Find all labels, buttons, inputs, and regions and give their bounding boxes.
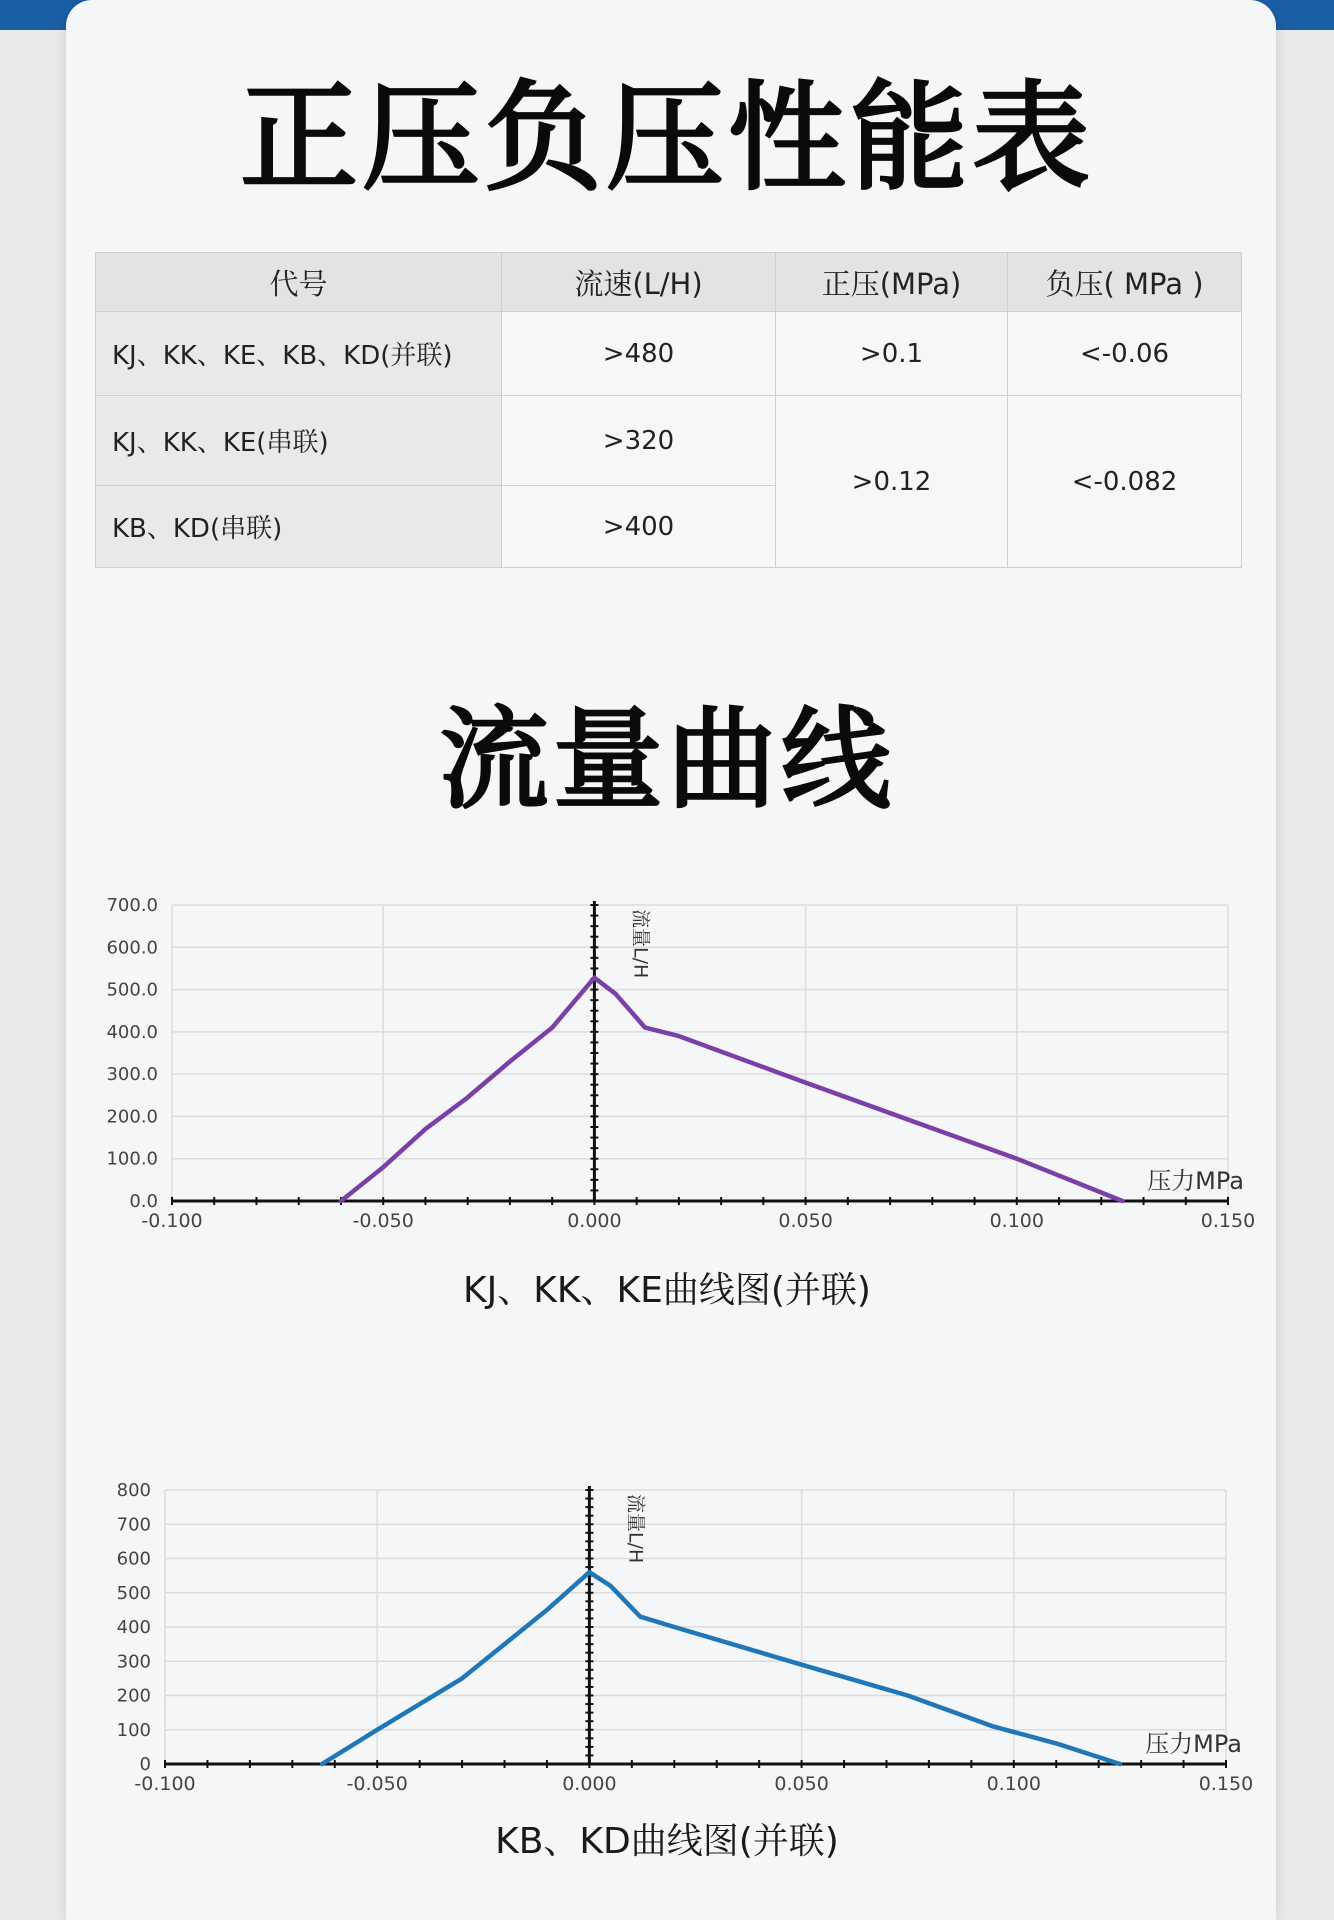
cell-code: KJ、KK、KE(串联): [96, 396, 502, 486]
cell-flow: >400: [502, 486, 776, 568]
x-tick-label: -0.100: [141, 1210, 203, 1232]
cell-positive: >0.12: [776, 396, 1008, 568]
cell-code: KB、KD(串联): [96, 486, 502, 568]
chart1-caption: KJ、KK、KE曲线图(并联): [463, 1270, 871, 1311]
table-row: [96, 312, 1242, 396]
y-tick-label: 200.0: [106, 1106, 158, 1128]
chart2-caption: KB、KD曲线图(并联): [495, 1821, 839, 1862]
flow-chart-kj-kk-ke: [0, 890, 1334, 1240]
flow-chart-kb-kd: [0, 1470, 1334, 1800]
y-tick-label: 0: [139, 1754, 151, 1775]
y-tick-label: 300.0: [106, 1064, 158, 1086]
y-axis-label: 流量L/H: [624, 1494, 647, 1564]
performance-table: [95, 252, 1242, 568]
header-negative: 负压( MPa ): [1008, 253, 1242, 312]
x-tick-label: 0.150: [1200, 1210, 1256, 1232]
y-tick-label: 100.0: [106, 1148, 158, 1170]
table-header-row: [96, 253, 1242, 312]
x-tick-label: 0.100: [989, 1210, 1045, 1232]
section-title: 流量曲线: [439, 696, 895, 824]
x-tick-label: 0.100: [986, 1773, 1042, 1795]
x-tick-label: -0.050: [346, 1773, 408, 1795]
y-tick-label: 500: [116, 1582, 151, 1604]
y-tick-label: 0.0: [129, 1191, 158, 1212]
cell-flow: >480: [502, 312, 776, 396]
y-tick-label: 300: [116, 1651, 151, 1673]
cell-code: KJ、KK、KE、KB、KD(并联): [96, 312, 502, 396]
x-tick-label: -0.100: [134, 1773, 196, 1795]
cell-negative: <-0.082: [1008, 396, 1242, 568]
y-tick-label: 100: [116, 1719, 151, 1741]
y-tick-label: 200: [116, 1685, 151, 1707]
x-tick-label: 0.150: [1198, 1773, 1254, 1795]
y-tick-label: 800: [116, 1480, 151, 1501]
x-tick-label: -0.050: [352, 1210, 414, 1232]
x-tick-label: 0.050: [778, 1210, 833, 1232]
header-flow: 流速(L/H): [502, 253, 776, 312]
x-tick-label: 0.000: [567, 1210, 622, 1232]
x-axis-label: 压力MPa: [1147, 1167, 1244, 1195]
table-row: [96, 396, 1242, 486]
y-tick-label: 600: [116, 1548, 151, 1570]
x-axis-label: 压力MPa: [1145, 1730, 1242, 1758]
header-positive: 正压(MPa): [776, 253, 1008, 312]
cell-flow: >320: [502, 396, 776, 486]
series-line: [322, 1572, 1120, 1764]
cell-positive: >0.1: [776, 312, 1008, 396]
cell-negative: <-0.06: [1008, 312, 1242, 396]
y-axis-label: 流量L/H: [629, 909, 652, 979]
series-line: [341, 978, 1122, 1201]
header-code: 代号: [96, 253, 502, 312]
x-tick-label: 0.050: [774, 1773, 829, 1795]
y-tick-label: 700: [116, 1514, 151, 1536]
y-tick-label: 500.0: [106, 979, 158, 1001]
page-title: 正压负压性能表: [239, 69, 1094, 207]
y-tick-label: 400: [116, 1617, 151, 1638]
y-tick-label: 700.0: [106, 895, 158, 916]
x-tick-label: 0.000: [562, 1773, 617, 1795]
y-tick-label: 600.0: [106, 937, 158, 959]
y-tick-label: 400.0: [106, 1021, 158, 1043]
